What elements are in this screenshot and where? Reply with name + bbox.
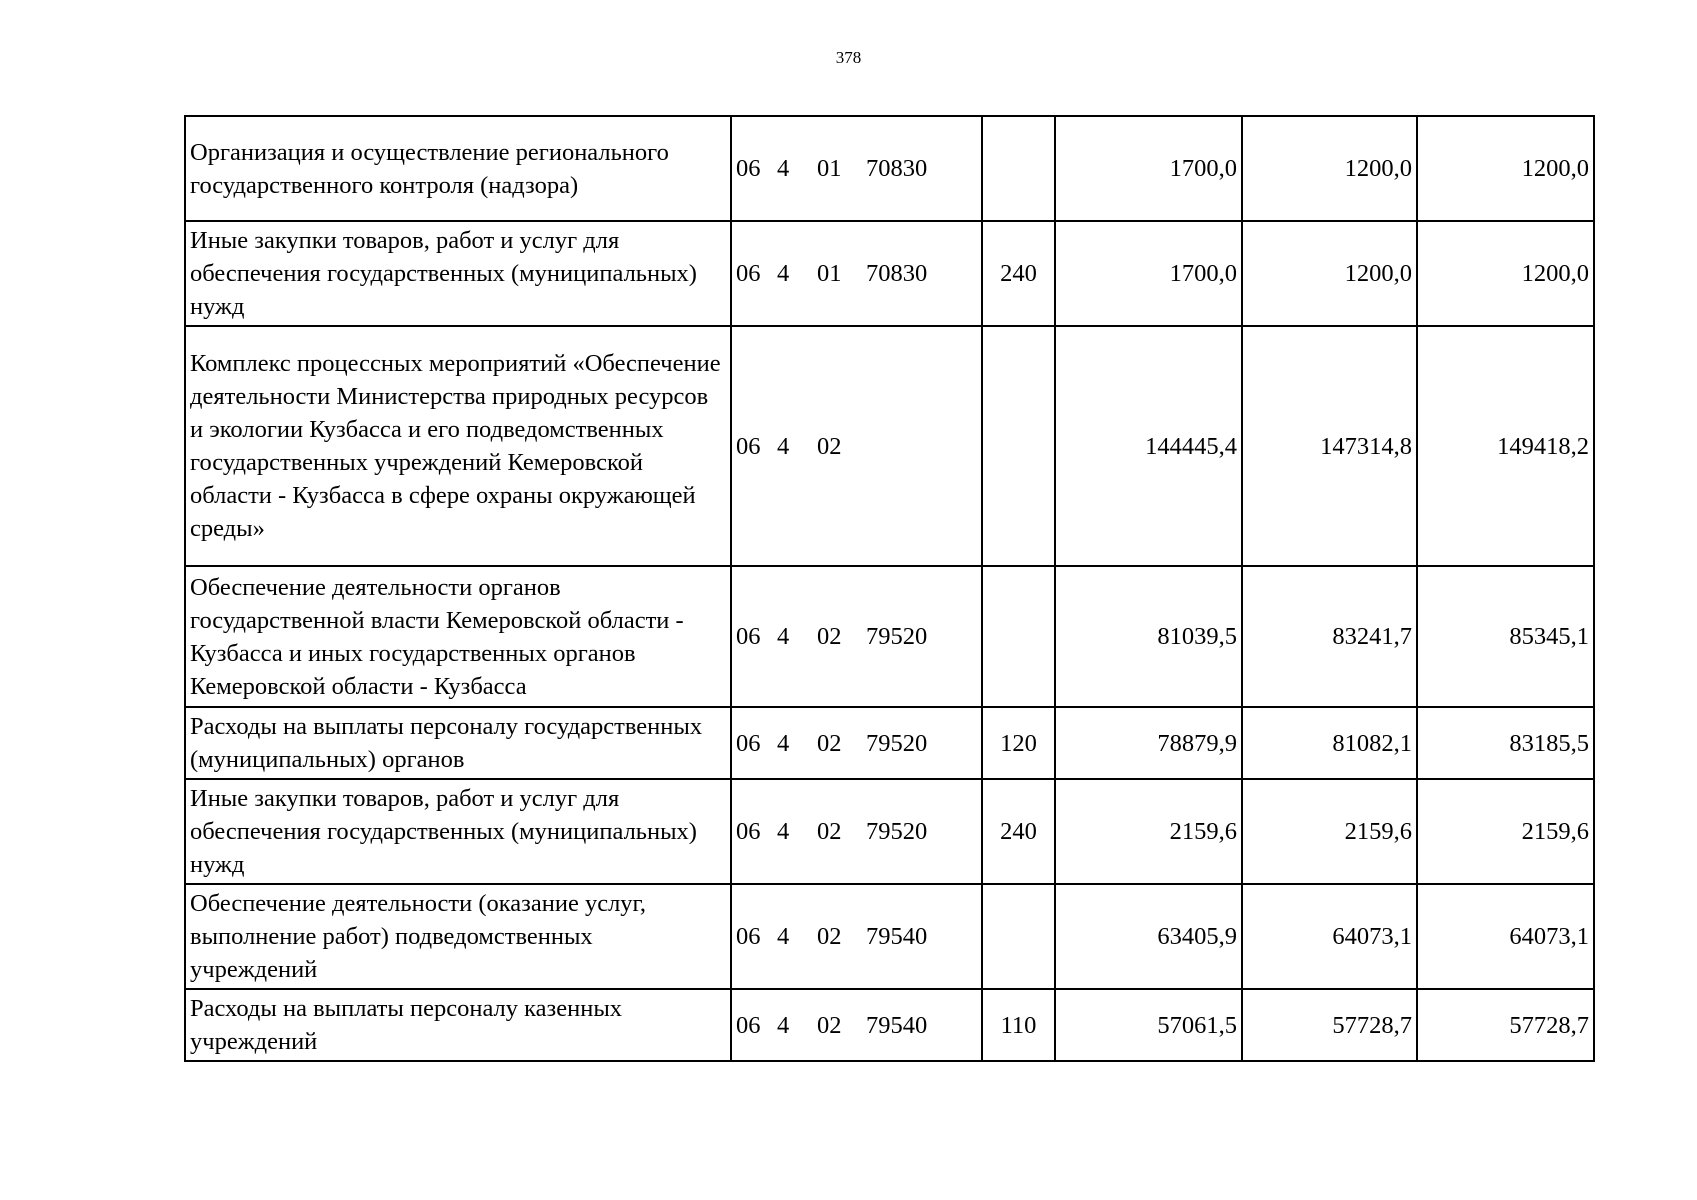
code-direction: 79540 (866, 923, 928, 950)
expense-type-code: 240 (982, 779, 1055, 884)
amount-year-1: 57061,5 (1055, 989, 1242, 1061)
expense-type-code: 110 (982, 989, 1055, 1061)
code-direction: 79520 (866, 623, 928, 650)
expense-type-code: 240 (982, 221, 1055, 326)
code-section: 06 (736, 260, 761, 287)
amount-year-3: 1200,0 (1417, 221, 1594, 326)
expense-type-code (982, 566, 1055, 707)
expense-type-code: 120 (982, 707, 1055, 779)
table-row (185, 221, 1594, 326)
code-subprogram: 01 (817, 155, 842, 182)
amount-year-1: 1700,0 (1055, 221, 1242, 326)
amount-year-1: 63405,9 (1055, 884, 1242, 989)
code-direction: 79540 (866, 1011, 928, 1039)
amount-year-2: 1200,0 (1242, 221, 1417, 326)
target-code (731, 326, 982, 566)
code-section: 06 (736, 623, 761, 650)
amount-year-2: 81082,1 (1242, 707, 1417, 779)
expense-name: Иные закупки товаров, работ и услуг для обеспечения государственных (муниципальных) нужд (185, 779, 731, 884)
target-code (731, 116, 982, 221)
page-number: 378 (835, 48, 862, 67)
code-section: 06 (736, 729, 761, 757)
target-code (731, 989, 982, 1061)
amount-year-3: 2159,6 (1417, 779, 1594, 884)
amount-year-2: 83241,7 (1242, 566, 1417, 707)
expense-type-code (982, 116, 1055, 221)
amount-year-1: 78879,9 (1055, 707, 1242, 779)
table-row (185, 884, 1594, 989)
expense-name: Обеспечение деятельности органов государственной власти Кемеровской области - Кузбасса и иных государственных органов Кемеровской области - Кузбасса (185, 566, 731, 707)
code-program-type: 4 (777, 1011, 790, 1039)
code-subprogram: 02 (817, 818, 842, 845)
expense-name: Расходы на выплаты персоналу казенных учреждений (185, 989, 731, 1061)
code-section: 06 (736, 923, 761, 950)
amount-year-3: 85345,1 (1417, 566, 1594, 707)
code-subprogram: 02 (817, 1011, 842, 1039)
target-code (731, 566, 982, 707)
expense-name: Иные закупки товаров, работ и услуг для обеспечения государственных (муниципальных) нужд (185, 221, 731, 326)
code-direction: 70830 (866, 260, 928, 287)
code-subprogram: 02 (817, 432, 842, 460)
code-direction: 79520 (866, 729, 928, 757)
table-row (185, 779, 1594, 884)
amount-year-1: 144445,4 (1055, 326, 1242, 566)
table-row (185, 989, 1594, 1061)
expense-name: Комплекс процессных мероприятий «Обеспечение деятельности Министерства природных ресурсов и экологии Кузбасса и его подведомственных государственных учреждений Кемеровской области - Кузбасса в сфере охраны окружающей среды» (185, 326, 731, 566)
code-program-type: 4 (777, 432, 790, 460)
table-row (185, 566, 1594, 707)
code-direction: 79520 (866, 818, 928, 845)
amount-year-2: 64073,1 (1242, 884, 1417, 989)
target-code (731, 884, 982, 989)
code-program-type: 4 (777, 260, 790, 287)
budget-table (184, 115, 1595, 1062)
table-row (185, 116, 1594, 221)
code-program-type: 4 (777, 923, 790, 950)
amount-year-1: 2159,6 (1055, 779, 1242, 884)
expense-name: Расходы на выплаты персоналу государственных (муниципальных) органов (185, 707, 731, 779)
code-program-type: 4 (777, 155, 790, 182)
amount-year-3: 64073,1 (1417, 884, 1594, 989)
amount-year-3: 1200,0 (1417, 116, 1594, 221)
code-subprogram: 02 (817, 729, 842, 757)
code-direction: 70830 (866, 155, 928, 182)
table-row (185, 707, 1594, 779)
code-subprogram: 01 (817, 260, 842, 287)
code-section: 06 (736, 1011, 761, 1039)
amount-year-1: 1700,0 (1055, 116, 1242, 221)
code-program-type: 4 (777, 729, 790, 757)
amount-year-2: 1200,0 (1242, 116, 1417, 221)
code-section: 06 (736, 432, 761, 460)
amount-year-3: 57728,7 (1417, 989, 1594, 1061)
expense-name: Организация и осуществление регионального государственного контроля (надзора) (185, 116, 731, 221)
code-section: 06 (736, 818, 761, 845)
amount-year-3: 149418,2 (1417, 326, 1594, 566)
table-row (185, 326, 1594, 566)
amount-year-2: 2159,6 (1242, 779, 1417, 884)
target-code (731, 221, 982, 326)
expense-name: Обеспечение деятельности (оказание услуг, выполнение работ) подведомственных учреждений (185, 884, 731, 989)
code-program-type: 4 (777, 818, 790, 845)
amount-year-2: 57728,7 (1242, 989, 1417, 1061)
target-code (731, 707, 982, 779)
code-section: 06 (736, 155, 761, 182)
code-subprogram: 02 (817, 923, 842, 950)
amount-year-3: 83185,5 (1417, 707, 1594, 779)
amount-year-1: 81039,5 (1055, 566, 1242, 707)
expense-type-code (982, 326, 1055, 566)
code-subprogram: 02 (817, 623, 842, 650)
code-program-type: 4 (777, 623, 790, 650)
target-code (731, 779, 982, 884)
amount-year-2: 147314,8 (1242, 326, 1417, 566)
expense-type-code (982, 884, 1055, 989)
